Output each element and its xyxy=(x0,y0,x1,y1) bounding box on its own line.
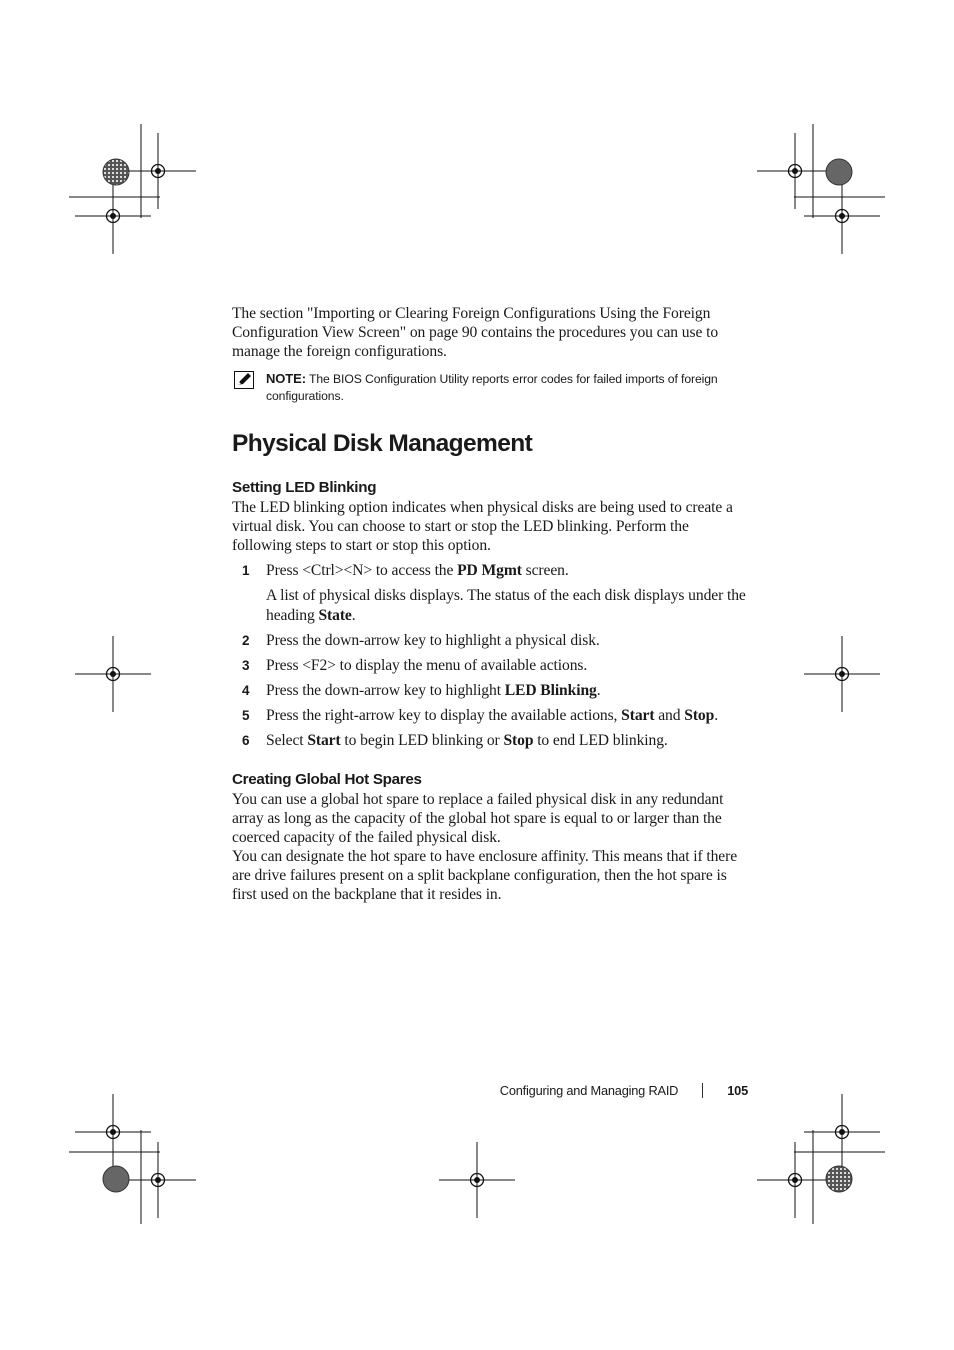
step-detail: A list of physical disks displays. The status of the each disk displays under the heading State. xyxy=(266,587,746,624)
note-lead: NOTE: xyxy=(266,371,306,386)
led-blinking-paragraph: The LED blinking option indicates when physical disks are being used to create a virtual disk. You can choose to start or stop the LED blinking. Perform the following steps to start or stop this option. xyxy=(232,499,733,554)
registration-target-icon xyxy=(103,159,129,185)
hot-spares-paragraph-1: You can use a global hot spare to replace a failed physical disk in any redundant array as long as the capacity of the global hot spare is equal to or larger than the coerced capacity of the failed physical disk. xyxy=(232,791,724,846)
subsection-title-led-blinking: Setting LED Blinking xyxy=(232,479,377,496)
hot-spares-paragraph-2: You can designate the hot spare to have enclosure affinity. This means that if there are drive failures present on a split backplane configuration, then the hot spare is first used on the backplane that it resides in. xyxy=(232,848,738,903)
pencil-note-icon xyxy=(234,371,254,389)
list-item: 3 Press <F2> to display the menu of available actions. xyxy=(242,657,588,674)
note-text: The BIOS Configuration Utility reports error codes for failed imports of foreign configurations. xyxy=(266,372,718,403)
page-content xyxy=(232,304,748,904)
page-number: 105 xyxy=(727,1083,748,1098)
list-item: 4 Press the down-arrow key to highlight LED Blinking. xyxy=(242,682,601,699)
section-heading: Physical Disk Management xyxy=(232,430,533,457)
list-item: 6 Select Start to begin LED blinking or Stop to end LED blinking. xyxy=(242,732,668,749)
note-box xyxy=(232,370,748,405)
list-item: 1 Press <Ctrl><N> to access the PD Mgmt screen. A list of physical disks displays. The status of the each disk displays under the heading State. xyxy=(232,561,748,626)
intro-paragraph: The section "Importing or Clearing Foreign Configurations Using the Foreign Configuration View Screen" on page 90 contains the procedures you can use to manage the foreign configurations. xyxy=(232,305,719,360)
subsection-title-hot-spares: Creating Global Hot Spares xyxy=(232,771,422,788)
page-footer xyxy=(430,1083,748,1098)
footer-divider xyxy=(702,1083,703,1098)
led-steps-list xyxy=(232,561,748,751)
footer-chapter: Configuring and Managing RAID xyxy=(499,1083,679,1098)
list-item: 2 Press the down-arrow key to highlight a physical disk. xyxy=(242,632,600,649)
list-item: 5 Press the right-arrow key to display the available actions, Start and Stop. xyxy=(242,707,718,724)
